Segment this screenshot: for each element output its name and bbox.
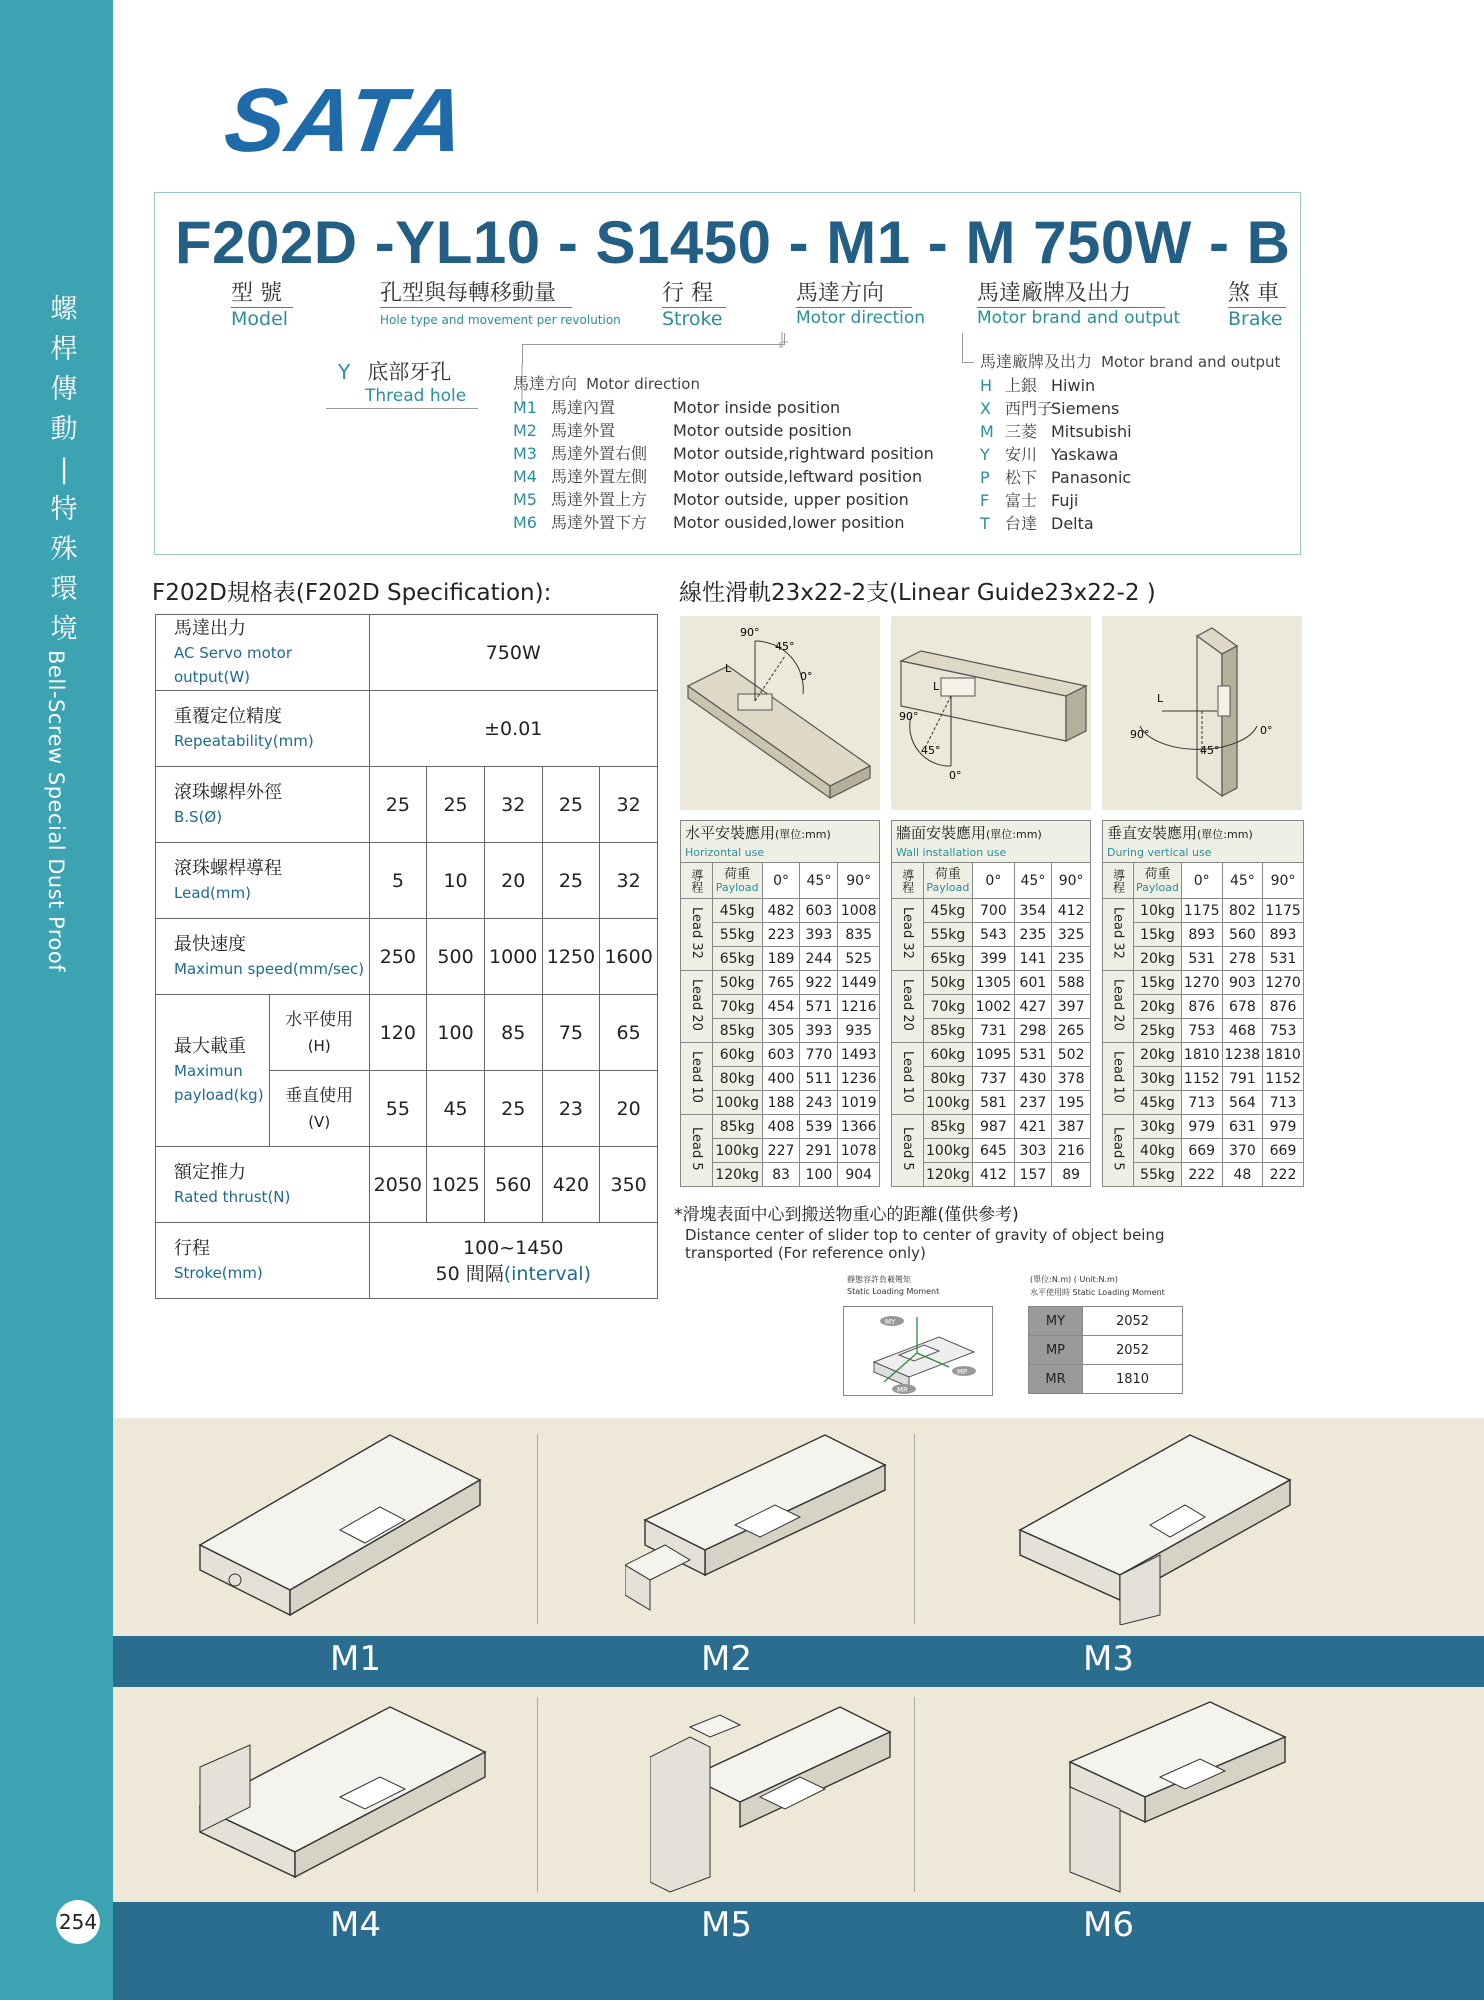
actuator-m3-drawing [1010, 1425, 1310, 1625]
load-row: 55kg 222 48 222 [1103, 1163, 1304, 1187]
angle-90-label: 90° [899, 710, 919, 723]
field-stroke: 行 程 Stroke [662, 276, 726, 330]
brand-row: H 上銀 Hiwin [980, 376, 1096, 395]
distance-l-label: L [725, 662, 732, 675]
load-row: 70kg 1002 427 397 [892, 995, 1091, 1019]
load-row: 120kg 83 100 904 [681, 1163, 880, 1187]
distance-l-label: L [1157, 692, 1164, 705]
angle-45-label: 45° [921, 744, 941, 757]
spec-row-lead: 滾珠螺桿導程 Lead(mm) 5 10 20 25 32 [156, 843, 658, 919]
position-label-m4: M4 [330, 1905, 381, 1945]
divider [537, 1697, 538, 1892]
field-model: 型 號 Model [231, 276, 293, 330]
position-label-bar-row2 [113, 1902, 1484, 2000]
angle-90-label: 90° [740, 626, 760, 639]
actuator-m2-drawing [625, 1425, 895, 1625]
load-row: Lead 32 45kg 482 603 1008 [681, 899, 880, 923]
load-row: 100kg 645 303 216 [892, 1139, 1091, 1163]
spec-row-speed: 最快速度 Maximun speed(mm/sec) 250 500 1000 1250 1600 [156, 919, 658, 995]
spec-row-stroke: 行程 Stroke(mm) 100~1450 50 間隔(interval) [156, 1223, 658, 1299]
moment-caption-en: Static Loading Moment [847, 1287, 940, 1296]
direction-row: M2 馬達外置 Motor outside position [513, 421, 852, 440]
moment-row: MR 1810 [1029, 1365, 1183, 1394]
horizontal-guide-diagram [680, 616, 880, 810]
field-motor-brand: 馬達廠牌及出力 Motor brand and output [977, 276, 1180, 328]
angle-90-label: 90° [1130, 728, 1150, 741]
load-row: 65kg 189 244 525 [681, 947, 880, 971]
load-row: Lead 32 45kg 700 354 412 [892, 899, 1091, 923]
direction-row: M1 馬達內置 Motor inside position [513, 398, 841, 417]
direction-row: M3 馬達外置右側 Motor outside,rightward position [513, 444, 934, 463]
position-label-bar-row1 [113, 1636, 1484, 1687]
actuator-m1-drawing [190, 1425, 490, 1625]
load-row: Lead 20 50kg 1305 601 588 [892, 971, 1091, 995]
position-label-m1: M1 [330, 1639, 381, 1679]
spec-row-bs: 滾珠螺桿外徑 B.S(Ø) 25 25 32 25 32 [156, 767, 658, 843]
motor-brand-list: 馬達廠牌及出力 Motor brand and output H 上銀 Hiwin X 西門子 Siemens M 三菱 Mitsubishi Y 安川 Yaskawa P 松下 Panasonic F 富士 Fuji T 台達 Delta [980, 352, 1281, 533]
load-row: Lead 20 15kg 1270 903 1270 [1103, 971, 1304, 995]
load-row: 65kg 399 141 235 [892, 947, 1091, 971]
load-row: Lead 32 10kg 1175 802 1175 [1103, 899, 1304, 923]
load-row: Lead 5 85kg 408 539 1366 [681, 1115, 880, 1139]
guide-title: 線性滑軌23x22-2支(Linear Guide23x22-2 ) [679, 580, 1156, 606]
divider [537, 1434, 538, 1624]
divider [914, 1434, 915, 1624]
distance-note-en-1: Distance center of slider top to center of gravity of object being [685, 1226, 1165, 1244]
actuator-m6-drawing [1060, 1697, 1290, 1897]
load-row: 120kg 412 157 89 [892, 1163, 1091, 1187]
brand-connector [962, 333, 974, 363]
spec-row-motor-output: 馬達出力 AC Servo motor output(W) 750W [156, 615, 658, 691]
moment-unit: (單位:N.m) ( Unit:N.m) [1030, 1275, 1118, 1284]
load-row: 20kg 531 278 531 [1103, 947, 1304, 971]
direction-row: M4 馬達外置左側 Motor outside,leftward position [513, 467, 923, 486]
sata-logo: SATA [219, 71, 473, 171]
load-row: 80kg 400 511 1236 [681, 1067, 880, 1091]
model-code: F202D -YL10 - S1450 - M1 - M 750W - B [175, 209, 1291, 276]
load-row: 55kg 543 235 325 [892, 923, 1091, 947]
load-row: 40kg 669 370 669 [1103, 1139, 1304, 1163]
distance-note-en-2: transported (For reference only) [685, 1244, 926, 1262]
load-row: 30kg 1152 791 1152 [1103, 1067, 1304, 1091]
angle-0-label: 0° [800, 670, 813, 683]
load-table: 水平安裝應用(單位:mm) Horizontal use 導程 荷重 Payload 0° 45° 90° Lead 32 45kg 482 603 1008 55kg 223 393 835 65kg 189 244 525 Lead 20 50kg 765 922 1449 70kg 454 571 1216 85kg 305 393 935 Lead 10 60kg 603 770 1493 80kg 400 511 1236 100kg 188 243 1019 Lead 5 85kg 408 539 1366 100kg 227 291 1078 120kg 83 100 904 [680, 820, 880, 1187]
distance-l-label: L [933, 680, 940, 693]
load-row: 100kg 581 237 195 [892, 1091, 1091, 1115]
load-row: 55kg 223 393 835 [681, 923, 880, 947]
load-row: 85kg 731 298 265 [892, 1019, 1091, 1043]
page-number: 254 [56, 1900, 100, 1944]
angle-45-label: 45° [1200, 744, 1220, 757]
moment-row: MP 2052 [1029, 1336, 1183, 1365]
brand-row: M 三菱 Mitsubishi [980, 422, 1132, 441]
load-table: 牆面安裝應用(單位:mm) Wall installation use 導程 荷重 Payload 0° 45° 90° Lead 32 45kg 700 354 412 55kg 543 235 325 65kg 399 141 235 Lead 20 50kg 1305 601 588 70kg 1002 427 397 85kg 731 298 265 Lead 10 60kg 1095 531 502 80kg 737 430 378 100kg 581 237 195 Lead 5 85kg 987 421 387 100kg 645 303 216 120kg 412 157 89 [891, 820, 1091, 1187]
spec-table [155, 614, 658, 1299]
thread-hole-en: Thread hole [365, 386, 467, 406]
direction-row: M5 馬達外置上方 Motor outside, upper position [513, 490, 909, 509]
load-row: 100kg 188 243 1019 [681, 1091, 880, 1115]
sidebar-en-title: Bell-Screw Special Dust Proof [44, 650, 68, 973]
load-row: 70kg 454 571 1216 [681, 995, 880, 1019]
load-row: Lead 10 20kg 1810 1238 1810 [1103, 1043, 1304, 1067]
vertical-guide-diagram [1102, 616, 1302, 810]
load-row: Lead 10 60kg 1095 531 502 [892, 1043, 1091, 1067]
brand-row: F 富士 Fuji [980, 491, 1079, 510]
load-row: Lead 10 60kg 603 770 1493 [681, 1043, 880, 1067]
moment-table [1028, 1306, 1183, 1394]
angle-0-label: 0° [1260, 724, 1273, 737]
load-row: 20kg 876 678 876 [1103, 995, 1304, 1019]
moment-caption-cn: 靜態容許負載彎矩 [847, 1275, 911, 1284]
field-motor-direction: 馬達方向 Motor direction [796, 276, 925, 328]
load-row: 25kg 753 468 753 [1103, 1019, 1304, 1043]
axis-mr-label: MR [897, 1386, 908, 1394]
thread-hole: Y 底部牙孔 [338, 360, 452, 384]
brand-row: Y 安川 Yaskawa [980, 445, 1119, 464]
moment-head: 水平使用時 Static Loading Moment [1030, 1288, 1165, 1297]
brand-row: X 西門子 Siemens [980, 399, 1120, 418]
brand-row: T 台達 Delta [980, 514, 1094, 533]
axis-mp-label: MP [957, 1368, 968, 1376]
divider [914, 1697, 915, 1892]
position-label-m2: M2 [701, 1639, 752, 1679]
motor-direction-list: 馬達方向 Motor direction M1 馬達內置 Motor inside position M2 馬達外置 Motor outside position M3 馬達外置右側 Motor outside,rightward position M4 馬達外置左側 Motor outside,leftward position M5 馬達外置上方 Motor outside, upper position M6 馬達外置下方 Motor ousided,lower position [513, 374, 934, 532]
actuator-m5-drawing [650, 1697, 900, 1897]
sidebar-cn-title: 螺 桿 傳 動 | 特 殊 環 境 [50, 294, 78, 645]
actuator-m4-drawing [190, 1697, 490, 1897]
direction-connector-tick [784, 333, 785, 345]
field-brake: 煞 車 Brake [1228, 276, 1286, 330]
wall-guide-diagram [891, 616, 1091, 810]
load-row: Lead 20 50kg 765 922 1449 [681, 971, 880, 995]
spec-title: F202D規格表(F202D Specification): [152, 580, 552, 606]
load-row: 100kg 227 291 1078 [681, 1139, 880, 1163]
field-hole-type: 孔型與每轉移動量 Hole type and movement per revolution [380, 276, 621, 327]
distance-note-cn: *滑塊表面中心到搬送物重心的距離(僅供參考) [674, 1205, 1019, 1225]
spec-row-payload-h: 最大載重 Maximun payload(kg) 水平使用 (H) 120 100 85 75 65 [156, 995, 658, 1071]
spec-row-payload-v: 垂直使用 (V) 55 45 25 23 20 [156, 1071, 658, 1147]
angle-0-label: 0° [949, 769, 962, 782]
load-row: Lead 5 30kg 979 631 979 [1103, 1115, 1304, 1139]
position-label-m5: M5 [701, 1905, 752, 1945]
angle-45-label: 45° [775, 640, 795, 653]
direction-connector [522, 344, 784, 366]
load-row: 45kg 713 564 713 [1103, 1091, 1304, 1115]
brand-row: P 松下 Panasonic [980, 468, 1132, 487]
position-label-m6: M6 [1083, 1905, 1134, 1945]
axis-my-label: MY [885, 1318, 896, 1326]
position-label-m3: M3 [1083, 1639, 1134, 1679]
load-row: 85kg 305 393 935 [681, 1019, 880, 1043]
moment-row: MY 2052 [1029, 1307, 1183, 1336]
direction-row: M6 馬達外置下方 Motor ousided,lower position [513, 513, 905, 532]
moment-diagram [843, 1306, 993, 1396]
spec-row-thrust: 額定推力 Rated thrust(N) 2050 1025 560 420 350 [156, 1147, 658, 1223]
load-row: 80kg 737 430 378 [892, 1067, 1091, 1091]
spec-row-repeatability: 重覆定位精度 Repeatability(mm) ±0.01 [156, 691, 658, 767]
load-row: 15kg 893 560 893 [1103, 923, 1304, 947]
load-table: 垂直安裝應用(單位:mm) During vertical use 導程 荷重 Payload 0° 45° 90° Lead 32 10kg 1175 802 1175 15kg 893 560 893 20kg 531 278 531 Lead 20 15kg 1270 903 1270 20kg 876 678 876 25kg 753 468 753 Lead 10 20kg 1810 1238 1810 30kg 1152 791 1152 45kg 713 564 713 Lead 5 30kg 979 631 979 40kg 669 370 669 55kg 222 48 222 [1102, 820, 1304, 1187]
thread-underline [326, 408, 478, 409]
load-row: Lead 5 85kg 987 421 387 [892, 1115, 1091, 1139]
